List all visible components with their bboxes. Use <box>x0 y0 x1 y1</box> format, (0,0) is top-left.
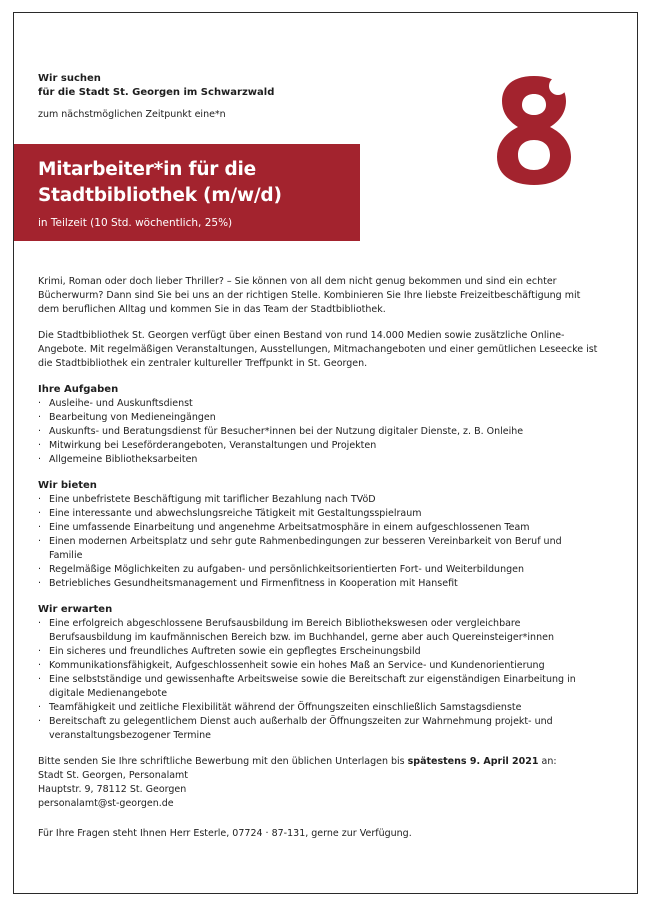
section-heading: Wir bieten <box>38 480 97 491</box>
list-item: · Mitwirkung bei Leseförderangeboten, Veranstaltungen und Projekten <box>38 439 598 453</box>
list-item: · Eine interessante und abwechslungsreiche Tätigkeit mit Gestaltungsspielraum <box>38 507 598 521</box>
list-item: · Kommunikationsfähigkeit, Aufgeschlossenheit sowie ein hohes Maß an Service- und Kundenorientierung <box>38 659 598 673</box>
section-erwarten <box>38 603 598 743</box>
list-item: · Betriebliches Gesundheitsmanagement und Firmenfitness in Kooperation mit Hansefit <box>38 577 598 591</box>
title-banner <box>14 144 360 241</box>
intro-block <box>38 72 274 122</box>
address-line-2: Hauptstr. 9, 78112 St. Georgen <box>38 784 187 795</box>
list-item: · Eine umfassende Einarbeitung und angenehme Arbeitsatmosphäre in einem aufgeschlossenen Team <box>38 521 598 535</box>
section-heading: Wir erwarten <box>38 604 113 615</box>
address-line-1: Stadt St. Georgen, Personalamt <box>38 770 189 781</box>
ad-body <box>38 275 598 841</box>
list-item: · Bearbeitung von Medieneingängen <box>38 411 598 425</box>
list-item: · Eine selbstständige und gewissenhafte Arbeitsweise sowie die Bereitschaft zur eigenständigen Einarbeitung in digitale Medienangebote <box>38 673 598 701</box>
list-item: · Eine unbefristete Beschäftigung mit tariflicher Bezahlung nach TVöD <box>38 493 598 507</box>
intro-paragraph: Krimi, Roman oder doch lieber Thriller? – Sie können von all dem nicht genug bekommen und sind ein echter Bücherwurm? Dann sind Sie bei uns an der richtigen Stelle. Kombinieren Sie Ihre liebste Freizeitbeschäftigung mit dem beruflichen Alltag und kommen Sie in das Team der Stadtbibliothek. <box>38 276 581 315</box>
list-item: · Allgemeine Bibliotheksarbeiten <box>38 453 598 467</box>
list-item: · Auskunfts- und Beratungsdienst für Besucher*innen bei der Nutzung digitaler Dienste, z. B. Onleihe <box>38 425 598 439</box>
job-title-line-2: Stadtbibliothek (m/w/d) <box>38 185 282 206</box>
application-text: Bitte senden Sie Ihre schriftliche Bewerbung mit den üblichen Unterlagen bis spätestens 9. April 2021 an: <box>38 756 557 767</box>
section-aufgaben <box>38 383 598 467</box>
email-address: personalamt@st-georgen.de <box>38 798 174 809</box>
list-item: · Eine erfolgreich abgeschlossene Berufsausbildung im Bereich Bibliothekswesen oder vergleichbare Berufsausbildung im kaufmännischen Bereich bzw. im Buchhandel, gerne aber auch Quereinsteiger*innen <box>38 617 598 645</box>
intro-line-1: Wir suchen <box>38 73 101 84</box>
job-title-line-1: Mitarbeiter*in für die <box>38 159 256 180</box>
intro-line-3: zum nächstmöglichen Zeitpunkt eine*n <box>38 109 226 120</box>
deadline: spätestens 9. April 2021 <box>407 756 539 767</box>
list-item: · Bereitschaft zu gelegentlichem Dienst auch außerhalb der Öffnungszeiten zur Wahrnehmung projekt- und veranstaltungsbezogener Termine <box>38 715 598 743</box>
intro-line-2: für die Stadt St. Georgen im Schwarzwald <box>38 87 275 98</box>
list-item: · Teamfähigkeit und zeitliche Flexibilität während der Öffnungszeiten einschließlich Samstagsdienste <box>38 701 598 715</box>
list-item: · Einen modernen Arbeitsplatz und sehr gute Rahmenbedingungen zur besseren Vereinbarkeit von Beruf und Familie <box>38 535 598 563</box>
job-hours: in Teilzeit (10 Std. wöchentlich, 25%) <box>38 217 233 229</box>
list-item: · Ausleihe- und Auskunftsdienst <box>38 397 598 411</box>
list-item: · Regelmäßige Möglichkeiten zu aufgaben- und persönlichkeitsorientierten Fort- und Weiterbildungen <box>38 563 598 577</box>
list-item: · Ein sicheres und freundliches Auftreten sowie ein gepflegtes Erscheinungsbild <box>38 645 598 659</box>
contact-line: Für Ihre Fragen steht Ihnen Herr Esterle, 07724 · 87-131, gerne zur Verfügung. <box>38 828 412 839</box>
section-bieten <box>38 479 598 591</box>
application-block <box>38 755 598 811</box>
st-georgen-logo-icon <box>494 74 574 186</box>
library-paragraph: Die Stadtbibliothek St. Georgen verfügt über einen Bestand von rund 14.000 Medien sowie zusätzliche Online-Angebote. Mit regelmäßigen Veranstaltungen, Ausstellungen, Mitmachangeboten und einer gemütlichen Leseecke ist die Stadtbibliothek ein zentraler kultureller Treffpunkt in St. Georgen. <box>38 330 598 369</box>
section-heading: Ihre Aufgaben <box>38 384 119 395</box>
